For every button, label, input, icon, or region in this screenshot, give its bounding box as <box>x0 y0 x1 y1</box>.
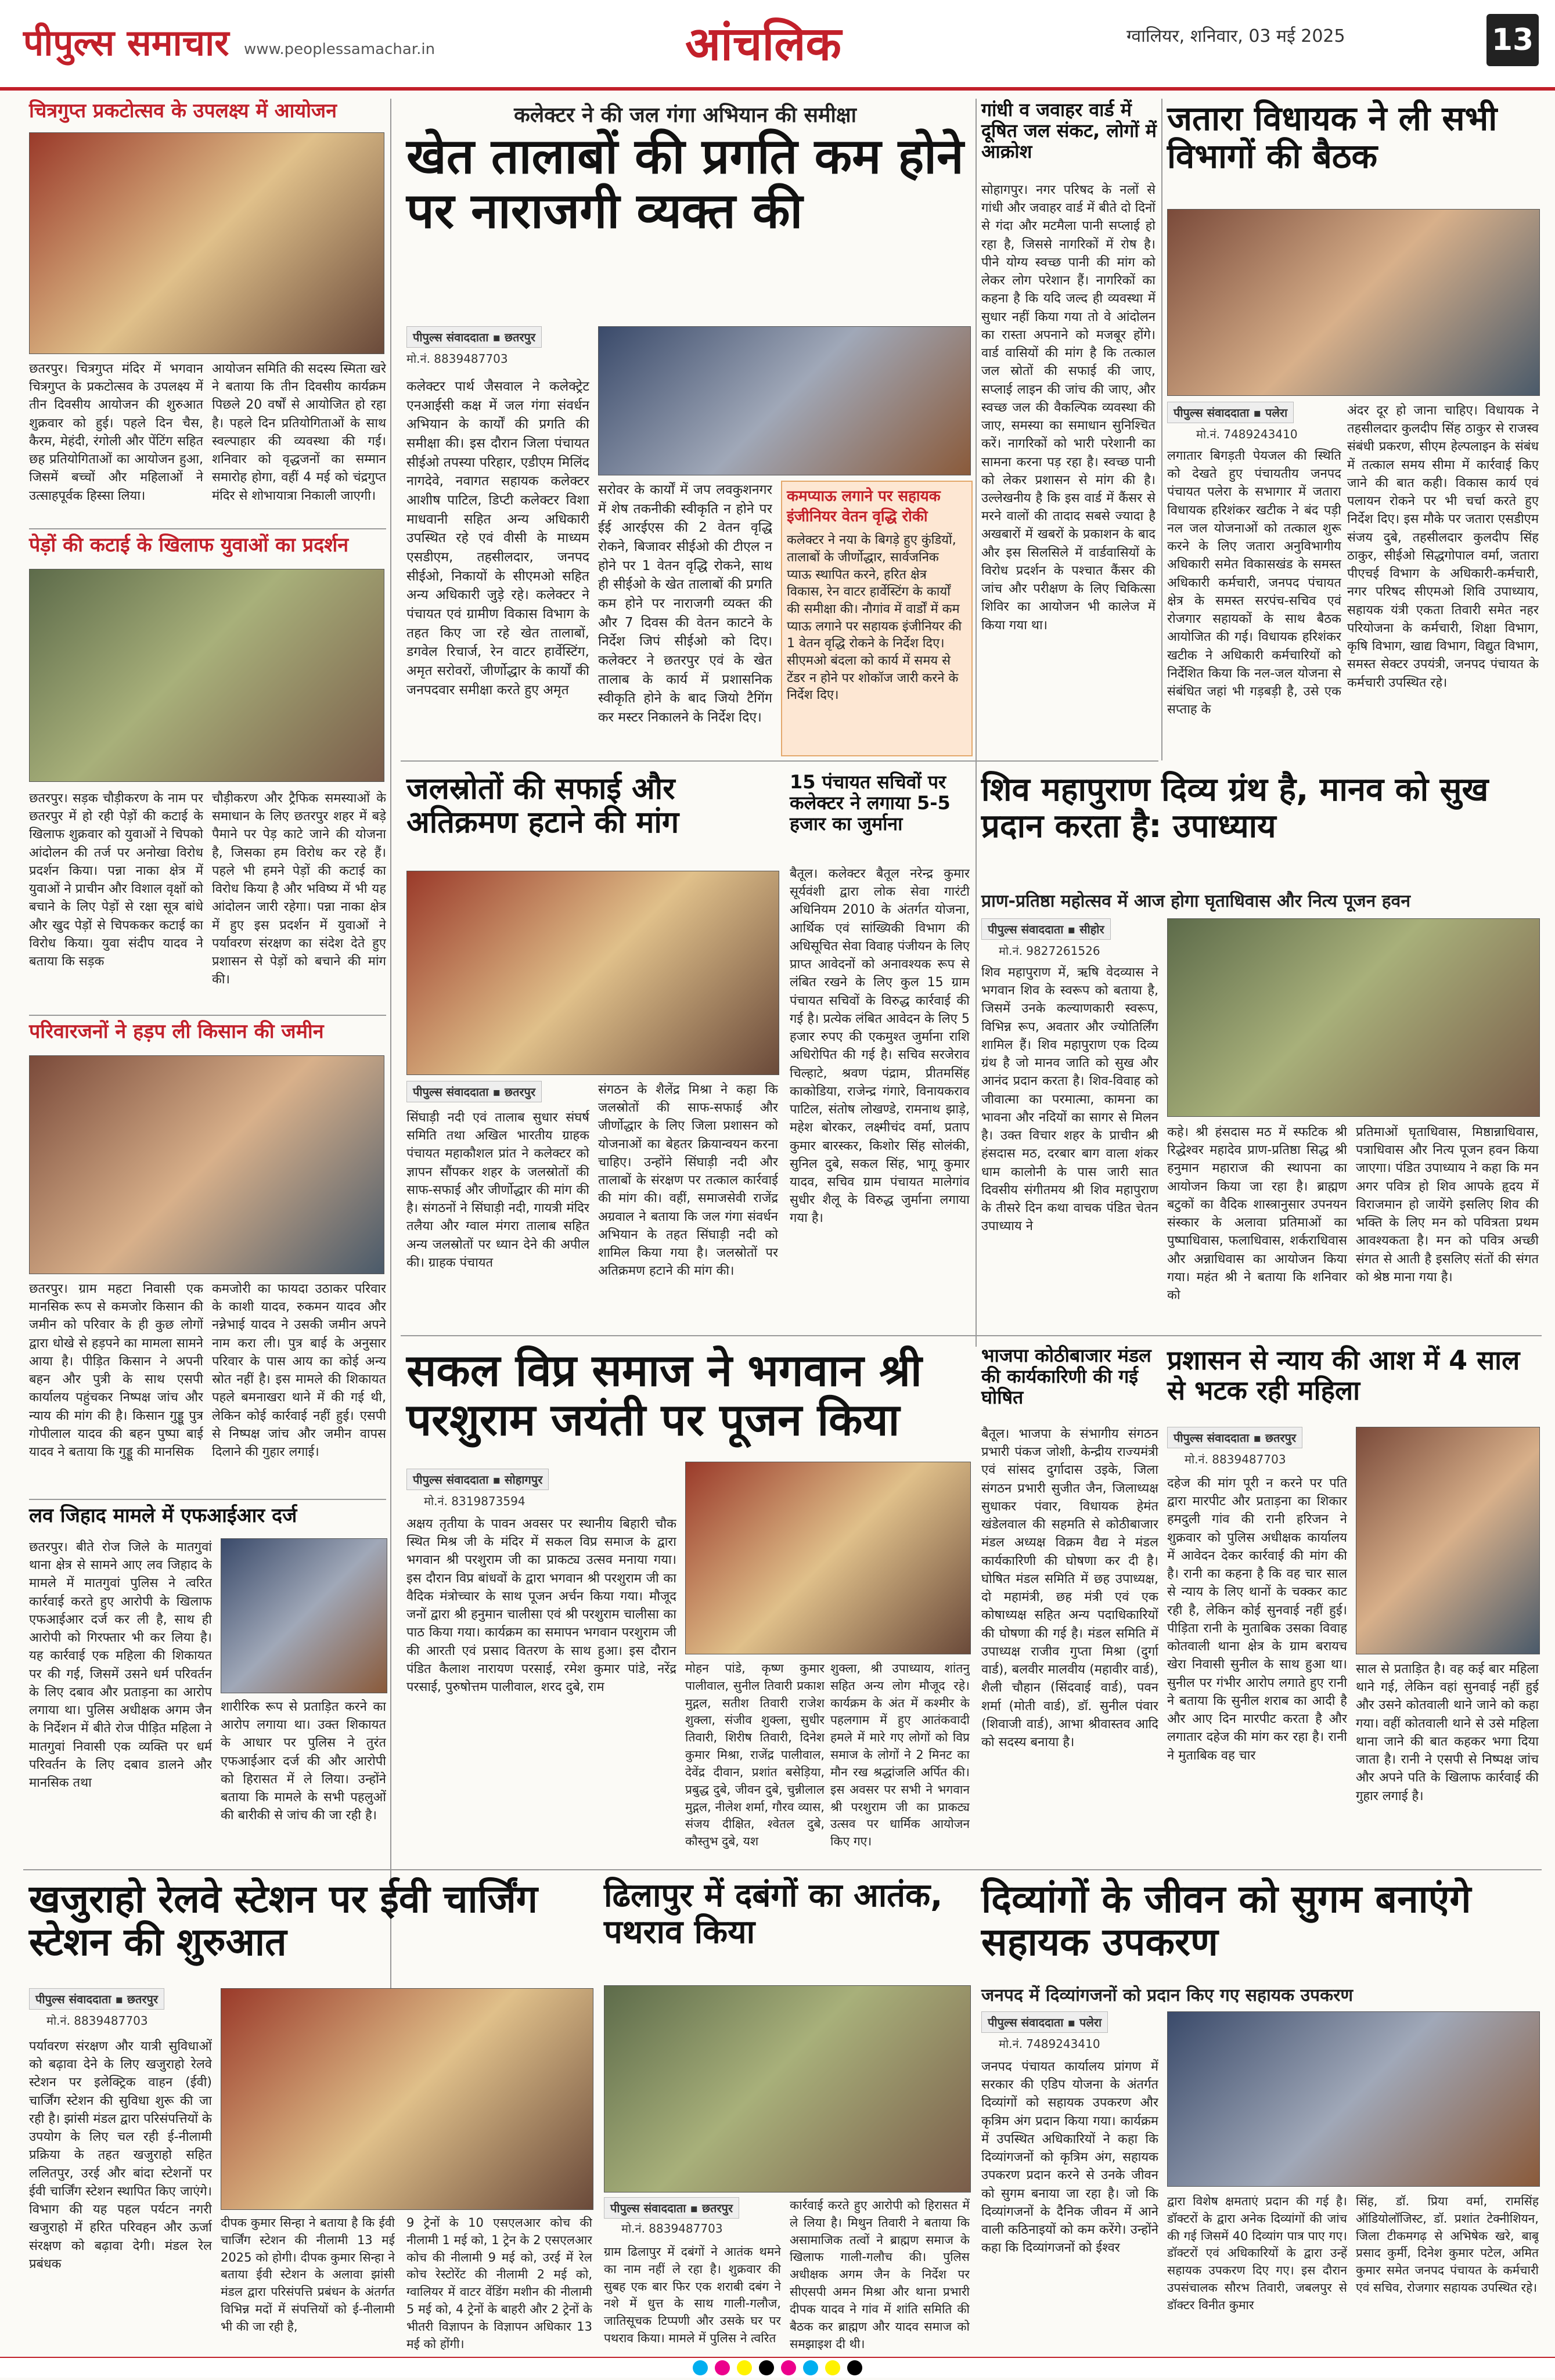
sidebar-text: कलेक्टर ने नया के बिगड़े हुए कुंडियों, तालाबों के जीर्णोद्धार, सार्वजनिक प्याऊ स्थापित करने, हरित क्षेत्र विकास, रेन वाटर हार्वेस्टिंग के कार्यों की समीक्षा की। नौगांव में वार्डों में कम प्याऊ लगाने पर सहायक इंजीनियर की 1 वेतन वृद्धि रोकने के निर्देश दिए। सीएमओ बंदला को कार्य में समय से टेंडर न होने पर शोकॉज जारी करने के निर्देश दिए। <box>787 533 962 703</box>
headline-jalsrot[interactable]: जलस्रोतों की सफाई और अतिक्रमण हटाने की मांग <box>406 771 679 841</box>
byline: पीपुल्स संवाददाता ▪ सोहागपुर <box>406 1469 549 1490</box>
registration-dot <box>737 2360 752 2375</box>
sidebar-box <box>781 481 973 756</box>
color-registration-row <box>0 2358 1555 2380</box>
headline-shiv-mahapuran[interactable]: शिव महापुराण दिव्य ग्रंथ है, मानव को सुख प्रदान करता है: उपाध्याय <box>981 771 1489 845</box>
column-rule <box>1161 99 1162 760</box>
article-rule <box>29 1499 386 1500</box>
article-body: सरोवर के कार्यों में जप लवकुशनगर में शेष तकनीकी स्वीकृति न होने पर ईई आरईएस की 2 वेतन वृद्धि रोकने, बिजावर सीईओ की टीएल न होने पर 1 वेतन वृद्धि रोकने, साथ ही सीईओ के खेत तालाबों की प्रगति कम होने पर नाराजगी व्यक्त की और 7 दिवस की वेतन काटने के निर्देश जिपं सीईओ को दिए। कलेक्टर ने छतरपुर एवं के खेत तालाब के कार्य में प्रशासनिक स्वीकृति होने के बाद जियो टैगिंग कर मस्टर निकालने के निर्देश दिए। <box>598 482 772 725</box>
subhead-shiv: प्राण-प्रतिष्ठा महोत्सव में आज होगा घृताधिवास और नित्य पूजन हवन <box>981 891 1410 911</box>
column-rule <box>976 99 977 1347</box>
article-body: दीपक कुमार सिन्हा ने बताया है कि ईवी चार्जिंग स्टेशन की नीलामी 13 मई 2025 को होगी। दीपक कुमार सिन्हा ने बताया ईवी स्टेशन के अलावा झांसी मंडल द्वारा परिसंपत्ति प्रबंधन के अंतर्गत विभिन्न मदों में संपत्तियों को ई-नीलामी भी की जा रही है, <box>221 2216 395 2334</box>
article-body: कहे। श्री हंसदास मठ में स्फटिक श्री रिद्धेश्वर महादेव प्राण-प्रतिष्ठा सिद्ध श्री हनुमान महाराज की स्थापना का आयोजन किया जा रहा है। ब्राह्मण बटुकों का वैदिक शास्त्रानुसार उपनयन संस्कार के अलावा प्रतिमाओं का पुष्पाधिवास, फलाधिवास, शर्कराधिवास और अन्नाधिवास का आयोजन किया गया। महंत श्री ने बताया कि शनिवार को <box>1167 1125 1347 1303</box>
article-body: ग्राम ढिलापुर में दबंगों ने आतंक थमने का नाम नहीं ले रहा है। शुक्रवार की सुबह एक बार फिर एक शराबी दबंग ने नशे में धुत्त के साथ गाली-गलौज, जातिसूचक टिप्पणी और उसके घर पर पथराव किया। मामले में पुलिस ने त्वरित <box>604 2245 781 2346</box>
article-body: शुक्ला, श्री उपाध्याय, शांतनु सहित अन्य लोग मौजूद रहे। कार्यक्रम के अंत में कश्मीर के पहलगाम में हुए आतंकवादी हमले में मारे गए लोगों को विप्र समाज के लोगों ने 2 मिनट का मौन रख श्रद्धांजलि अर्पित की। इस अवसर पर सभी ने भगवान श्री परशुराम जी का प्राकट्य उत्सव पर धार्मिक आयोजन किए गए। <box>830 1661 970 1849</box>
headline-fir[interactable]: लव जिहाद मामले में एफआईआर दर्ज <box>29 1504 297 1527</box>
article-rule <box>29 1015 386 1016</box>
article-body: प्रतिमाओं घृताधिवास, मिष्ठान्नाधिवास, पत्राधिवास और नित्य पूजन हवन किया जाएगा। पंडित उपाध्याय ने कहा कि मन अगर पवित्र हो शिव आपके हृदय में विराजमान हो जायेंगे इसलिए शिव की भक्ति के लिए मन को पवित्रता प्रथम आवश्यकता है। मन को पवित्र अच्छी संगत से आती है इसलिए संतों की संगत को श्रेष्ठ माना गया है। <box>1356 1125 1539 1285</box>
article-body: द्वारा विशेष क्षमताएं प्रदान की गई है। डॉक्टरों के द्वारा अनेक दिव्यांगों की जांच की गई जिसमें 40 दिव्यांग पात्र पाए गए। डॉक्टरों एवं अधिकारियों के द्वारा उन्हें सहायक उपकरण दिए गए। इस दौरान उपसंचालक सौरभ तिवारी, जबलपुर से डॉक्टर विनीत कुमार <box>1167 2194 1347 2312</box>
subhead-divyang: जनपद में दिव्यांगजनों को प्रदान किए गए सहायक उपकरण <box>981 1985 1354 2006</box>
photo-havan <box>1167 918 1540 1117</box>
sidebar-heading: कमप्याऊ लगाने पर सहायक इंजीनियर वेतन वृद्धि रोकी <box>787 488 941 526</box>
footer-print-marks <box>0 2357 1555 2378</box>
article-body: अक्षय तृतीया के पावन अवसर पर स्थानीय बिहारी चौक स्थित मिश्र जी के मंदिर में सकल विप्र समाज के द्वारा भगवान श्री परशुराम जी का प्राकट्य उत्सव मनाया गया। इस दौरान विप्र बांधवों के द्वारा भगवान श्री परशुराम जी का वैदिक मंत्रोच्चार के साथ पूजन अर्चन किया गया। मौजूद जनों द्वारा श्री हनुमान चालीसा एवं श्री परशुराम चालीसा का पाठ किया गया। कार्यक्रम का समापन भगवान परशुराम जी की आरती एवं प्रसाद वितरण के साथ हुआ। इस दौरान पंडित कैलाश नारायण परसाई, रमेश कुमार पांडे, नरेंद्र परसाई, पुरुषोत्तम पालीवाल, शरद दुबे, राम <box>406 1517 676 1695</box>
photo-police-officer <box>221 1538 387 1693</box>
headline-jatara-meeting[interactable]: जतारा विधायक ने ली सभी विभागों की बैठक <box>1167 99 1498 176</box>
article-body: शारीरिक रूप से प्रताड़ित करने का आरोप लगाया था। उक्त शिकायत के आधार पर पुलिस ने तुरंत एफआईआर दर्ज की और आरोपी को हिरासत में ले लिया। उन्होंने बताया कि मामले के सभी पहलुओं की बारीकी से जांच की जा रही है। <box>221 1700 386 1823</box>
website-url[interactable]: www.peoplessamachar.in <box>244 41 435 58</box>
byline: पीपुल्स संवाददाता ▪ पलेरा <box>1167 402 1294 423</box>
kicker-jalganga: कलेक्टर ने की जल गंगा अभियान की समीक्षा <box>514 103 856 127</box>
registration-dot <box>759 2360 774 2375</box>
article-body: छतरपुर। चित्रगुप्त मंदिर में भगवान चित्रगुप्त के प्रकटोत्सव के उपलक्ष्य में तीन दिवसीय आयोजन की शुरुआत शुक्रवार को हुई। पहले दिन चैस, कैरम, मेहंदी, रंगोली और पेंटिंग सहित छह प्रतियोगिताओं का आयोजन हुआ, जिसमें बच्चों और महिलाओं ने उत्साहपूर्वक हिस्सा लिया। <box>29 362 203 503</box>
byline: पीपुल्स संवाददाता ▪ छतरपुर <box>29 1988 164 2010</box>
article-body: बैतूल। भाजपा के संभागीय संगठन प्रभारी पंकज जोशी, केन्द्रीय राज्यमंत्री एवं सांसद दुर्गादास उइके, जिला संगठन प्रभारी सुजीत जैन, जिलाध्यक्ष सुधाकर पंवार, विधायक हेमंत खंडेलवाल की सहमति से कोठीबाजार मंडल अध्यक्ष विक्रम वैद्य ने मंडल कार्यकारिणी की घोषणा कर दी है। घोषित मंडल समिति में छह उपाध्यक्ष, दो महामंत्री, छह मंत्री एवं एक कोषाध्यक्ष सहित अन्य पदाधिकारियों की घोषणा की गई है। मंडल समिति में उपाध्यक्ष राजीव गुप्ता मिश्रा (दुर्गा वार्ड), बलवीर मालवीय (महावीर वार्ड), शैली चौहान (सिंदवाई वार्ड), पवन शर्मा (मोती वार्ड), डॉ. सुनील पंवार (शिवाजी वार्ड), आभा श्रीवास्तव आदि को सदस्य बनाया है। <box>981 1427 1158 1750</box>
article-body: सोहागपुर। नगर परिषद के नलों से गांधी और जवाहर वार्ड में बीते दो दिनों से गंदा और मटमैला पानी सप्लाई हो रहा है, जिससे नागरिकों में रोष है। पीने योग्य स्वच्छ पानी की मांग को लेकर लोग परेशान हैं। नागरिकों का कहना है कि यदि जल्द ही व्यवस्था में सुधार नहीं किया गया तो वे आंदोलन का रास्ता अपनाने को मजबूर होंगे। वार्ड वासियों की मांग है कि तत्काल जल स्रोतों की सफाई की जाए, सप्लाई लाइन की जांच की जाए, और स्वच्छ जल की वैकल्पिक व्यवस्था की जाए, समस्या का समाधान सुनिश्चित करें। नागरिकों को भारी परेशानी का सामना करना पड़ रहा है। स्वच्छ पानी को लेकर प्रशासन से मांग की है। उल्लेखनीय है कि इस वार्ड में कैंसर से मरने वालों की तादाद सबसे ज्यादा है अखबारों में खबरों के प्रकाशन के बाद और इस सिलसिले में वार्डवासियों के विरोध प्रदर्शन के पश्चात कैंसर की जांच और परीक्षण के लिए चिकित्सा शिविर का आयोजन भी कालेज में किया गया था। <box>981 183 1156 633</box>
byline: पीपुल्स संवाददाता ▪ छतरपुर <box>406 326 542 348</box>
article-body: दहेज की मांग पूरी न करने पर पति द्वारा मारपीट और प्रताड़ना का शिकार हमदुली गांव की रानी हरिजन ने शुक्रवार को पुलिस अधीक्षक कार्यालय में आवेदन देकर कार्रवाई की मांग की है। रानी का कहना है कि वह चार साल से न्याय के लिए थानों के चक्कर काट रही है, लेकिन कोई सुनवाई नहीं हुई। पीड़िता रानी के मुताबिक उसका विवाह कोतवाली थाना क्षेत्र के ग्राम बरायच खेरा निवासी सुनील के साथ हुआ था। सुनील पर गंभीर आरोप लगाते हुए रानी ने बताया कि सुनील शराब का आदी है और आए दिन मारपीट करता है और लगातार दहेज की मांग कर रहा है। रानी ने मुताबिक वह चार <box>1167 1476 1347 1763</box>
registration-dot <box>825 2360 840 2375</box>
photo-dhilapur-victims <box>604 1985 971 2193</box>
photo-carrom-competition <box>29 132 384 354</box>
article-rule <box>401 1335 1542 1336</box>
article-body: बैतूल। कलेक्टर बैतूल नरेन्द्र कुमार सूर्यवंशी द्वारा लोक सेवा गारंटी अधिनियम 2010 के अंतर्गत योजना, आर्थिक एवं सांख्यिकी विभाग की अधिसूचित सेवा विवाह पंजीयन के लिए प्राप्त आवेदनों को अनावश्यक रूप से लंबित रखने के लिए कुल 15 ग्राम पंचायत सचिवों के विरुद्ध कार्रवाई की गई है। प्रत्येक लंबित आवेदन के लिए 5 हजार रुपए की एकमुश्त जुर्माना राशि अधिरोपित की गई है। सचिव सरजेराव चिल्हाटे, श्रवण पंद्राम, प्रीतमसिंह काकोडिया, राजेन्द्र गंगारे, विनायकराव पाटिल, संतोष लोखण्डे, रामनाथ झाड़े, महेश बोरकर, लक्ष्मीचंद वर्मा, प्रताप कुमार बारस्कर, किशोर सिंह सोलंकी, सुनिल दुबे, सकल सिंह, भागू कुमार यादव, सचिव ग्राम पंचायत मालेगांव सुधीर शैलू के विरुद्ध जुर्माना लगाया गया है। <box>790 867 970 1226</box>
article-body: कलेक्टर पार्थ जैसवाल ने कलेक्ट्रेट एनआईसी कक्ष में जल गंगा संवर्धन अभियान के कार्यों की प्रगति की समीक्षा की। इस दौरान जिला पंचायत सीईओ तपस्या परिहार, एडीएम मिलिंद नागदेवे, नवागत सहायक कलेक्टर आशीष पाटिल, डिप्टी कलेक्टर विशा माधवानी सहित अन्य अधिकारी उपस्थित रहे एवं वीसी के माध्यम एसडीएम, तहसीलदार, जनपद सीईओ, निकायों के सीएमओ सहित अन्य अधिकारी जुड़े रहे। कलेक्टर ने पंचायत एवं ग्रामीण विकास विभाग के तहत किए जा रहे खेत तालाबों, डगवेल रिचार्ज, रेन वाटर हार्वेस्टिंग, अमृत सरोवरों, जीर्णोद्धार के कार्यों की जनपदवार समीक्षा करते हुए अमृत <box>406 379 589 698</box>
article-rule <box>23 1869 1542 1870</box>
reporter-mobile: मो.नं. 9827261526 <box>999 944 1100 958</box>
page-number: 13 <box>1486 14 1539 66</box>
article-body: छतरपुर। सड़क चौड़ीकरण के नाम पर छतरपुर में हो रही पेड़ों की कटाई के खिलाफ शुक्रवार को युवाओं ने चिपको आंदोलन की तर्ज पर अनोखा विरोध प्रदर्शन किया। पन्ना नाका क्षेत्र में युवाओं ने प्राचीन और विशाल वृक्षों को बचाने के लिए पेड़ों से रक्षा सूत्र बांधे और खुद पेड़ों से चिपककर कटाई का विरोध किया। युवा संदीप यादव ने बताया कि सड़क <box>29 791 203 969</box>
section-title: आंचलिक <box>685 17 841 71</box>
article-body: लगातार बिगड़ती पेयजल की स्थिति को देखते हुए पंचायतीय जनपद पंचायत पलेरा के सभागार में जतारा विधायक हरिशंकर खटीक ने बंद पड़ी नल जल योजनाओं को तत्काल शुरू करने के लिए जतारा अनुविभागीय अधिकारी समेत विकासखंड के समस्त अधिकारी कर्मचारी, जनपद पंचायत क्षेत्र के समस्त सरपंच-सचिव एवं रोजगार सहायकों के साथ बैठक आयोजित की गई। विधायक हरिशंकर खटीक ने अधिकारी कर्मचारियों को निर्देशित किया कि नल-जल योजना से संबंधित जहां भी गड़बड़ी है, उसे एक सप्ताह के <box>1167 449 1341 717</box>
registration-dot <box>781 2360 796 2375</box>
article-rule <box>29 528 386 529</box>
article-body: जनपद पंचायत कार्यालय प्रांगण में सरकार की एडिप योजना के अंतर्गत दिव्यांगों को सहायक उपकरण और कृत्रिम अंग प्रदान किया गया। कार्यक्रम में उपस्थित अधिकारियों ने कहा कि दिव्यांगजनों को कृत्रिम अंग, सहायक उपकरण प्रदान करने से उनके जीवन को सुगम बनाया जा रहा है। जो कि दिव्यांगजनों के दैनिक जीवन में आने वाली कठिनाइयों को कम करेंगे। उन्होंने कहा कि दिव्यांगजनों को ईश्वर <box>981 2060 1158 2256</box>
dateline: ग्वालियर, शनिवार, 03 मई 2025 <box>1126 26 1345 46</box>
headline-ev-charging[interactable]: खजुराहो रेलवे स्टेशन पर ईवी चार्जिंग स्टेशन की शुरुआत <box>29 1877 538 1964</box>
headline-panchayat-fine[interactable]: 15 पंचायत सचिवों पर कलेक्टर ने लगाया 5-5 हजार का जुर्माना <box>790 771 951 835</box>
article-body: आयोजन समिति की सदस्य स्मिता खरे ने बताया कि तीन दिवसीय कार्यक्रम पिछले 20 वर्षों से आयोजित हो रहा है। पहले दिन प्रतियोगिताओं के साथ स्वल्पाहार की व्यवस्था की गई। शनिवार को वृद्धजनों का सम्मान समारोह होगा, वहीं 4 मई को चंद्रगुप्त मंदिर से शोभायात्रा निकाली जाएगी। <box>212 362 386 503</box>
article-body: सिंह, डॉ. प्रिया वर्मा, रामसिंह ऑडियोलॉजिस्ट, डॉ. प्रशांत टेक्नीशियन, जिला टीकमगढ़ से अभिषेक खरे, बाबू प्रसाद कुर्मी, दिनेश कुमार पटेल, अमित कुमार समेत जनपद पंचायत के कर्मचारी एवं सचिव, रोजगार सहायक उपस्थित रहे। <box>1356 2194 1539 2295</box>
registration-dot <box>803 2360 818 2375</box>
article-body: मोहन पांडे, कृष्ण कुमार पालीवाल, सुनील तिवारी प्रकाश मुद्गल, सतीश तिवारी राजेश शुक्ला, संजीव शुक्ला, सुधीर तिवारी, शिरीष तिवारी, दिनेश कुमार मिश्रा, राजेंद्र पालीवाल, देवेंद्र दीवान, प्रशांत बसेड़िया, प्रबुद्ध दुबे, जीवन दुबे, चुन्नीलाल मुद्गल, नीलेश शर्मा, गौरव व्यास, संजय दीक्षित, श्वेतल दुबे, कौस्तुभ दुबे, यश <box>685 1661 825 1849</box>
reporter-mobile: मो.नं. 8839487703 <box>46 2014 148 2028</box>
article-body: साल से प्रताड़ित है। वह कई बार महिला थाने गई, लेकिन वहां सुनवाई नहीं हुई और उसने कोतवाली थाने जाने को कहा गया। वहीं कोतवाली थाने से उसे महिला थाना जाने की बात कहकर भगा दिया जाता है। रानी ने एसपी से निष्पक्ष जांच और अपने पति के खिलाफ कार्रवाई की गुहार लगाई है। <box>1356 1662 1539 1804</box>
registration-dot <box>715 2360 730 2375</box>
headline-parshuram-jayanti[interactable]: सकल विप्र समाज ने भगवान श्री परशुराम जयंती पर पूजन किया <box>406 1344 922 1446</box>
photo-tree-protest <box>29 569 384 782</box>
headline-khet-talab[interactable]: खेत तालाबों की प्रगति कम होने पर नाराजगी व्यक्त की <box>406 128 964 240</box>
byline: पीपुल्स संवाददाता ▪ पलेरा <box>981 2011 1108 2033</box>
photo-collector-meeting <box>598 326 971 475</box>
article-body: अंदर दूर हो जाना चाहिए। विधायक ने तहसीलदार कुलदीप सिंह ठाकुर से राजस्व संबंधी प्रकरण, सीएम हेल्पलाइन के संबंध में तत्काल समय सीमा में कार्रवाई किए जाने की बात कही। विकास कार्य एवं पलायन रोकने पर भी चर्चा करते हुए निर्देश दिए। इस मौके पर जतारा एसडीएम संजय दुबे, तहसीलदार कुलदीप सिंह ठाकुर, सीईओ सिद्धगोपाल वर्मा, जतारा पीएचई विभाग के अधिकारी-कर्मचारी, नगर परिषद सीएमओ शिवि उपाध्याय, सहायक यंत्री एकता तिवारी समेत नहर परियोजना के कर्मचारी, शिक्षा विभाग, कृषि विभाग, खाद्य विभाग, विद्युत विभाग, समस्त सेक्टर उपयंत्री, जनपद पंचायत के कर्मचारी उपस्थित रहे। <box>1347 403 1539 690</box>
photo-kisan-family <box>29 1055 384 1274</box>
article-body: शिव महापुराण में, ऋषि वेदव्यास ने भगवान शिव के स्वरूप को बताया है, जिसमें उनके कल्याणकारी स्वरूप, विभिन्न रूप, अवतार और ज्योतिर्लिंग शामिल हैं। शिव महापुराण एक दिव्य ग्रंथ है जो मानव जाति को सुख और आनंद प्रदान करता है। शिव-विवाह को जीवात्मा का परमात्मा, कामना का भावना और नदियों का सागर से मिलन है। उक्त विचार शहर के प्राचीन श्री हंसदास मठ, दरबार बाग वाला शंकर धाम कालोनी के पास जारी सात दिवसीय संगीतमय श्री शिव महापुराण के तीसरे दिन कथा वाचक पंडित चेतन उपाध्याय ने <box>981 965 1158 1234</box>
headline-chitragupt[interactable]: चित्रगुप्त प्रकटोत्सव के उपलक्ष्य में आयोजन <box>29 99 337 122</box>
photo-memorandum <box>406 871 779 1075</box>
headline-nyay-mahila[interactable]: प्रशासन से न्याय की आश में 4 साल से भटक रही महिला <box>1167 1344 1520 1406</box>
article-body: कार्रवाई करते हुए आरोपी को हिरासत में ले लिया है। मिथुन तिवारी ने बताया कि असामाजिक तत्वों ने ब्राह्मण समाज के खिलाफ गाली-गलौच की। पुलिस अधीक्षक अगम जैन के निर्देश पर सीएसपी अमन मिश्रा और थाना प्रभारी दीपक यादव ने गांव में शांति समिति की बैठक कर ब्राह्मण और यादव समाज को समझाइश दी थी। <box>790 2198 970 2351</box>
reporter-mobile: मो.नं. 7489243410 <box>1196 427 1298 441</box>
photo-khajuraho-station <box>221 1988 593 2210</box>
headline-dhilapur[interactable]: ढिलापुर में दबंगों का आतंक, पथराव किया <box>604 1877 943 1951</box>
byline: पीपुल्स संवाददाता ▪ छतरपुर <box>406 1081 542 1102</box>
reporter-mobile: मो.नं. 8839487703 <box>1185 1452 1286 1466</box>
article-body: कमजोरी का फायदा उठाकर परिवार के काशी यादव, रुकमन यादव और नन्नेभाई यादव ने उसकी जमीन अपने नाम करा ली। पुत्र बाई के अनुसार परिवार के पास आय का कोई अन्य स्रोत नहीं है। इस मामले की शिकायत पहले बमनाखरा थाने में की गई थी, लेकिन कोई कार्रवाई नहीं हुई। एसपी से निष्पक्ष जांच और जमीन वापस दिलाने की गुहार लगाई। <box>212 1282 386 1460</box>
newspaper-brand[interactable]: पीपुल्स समाचार <box>23 21 229 64</box>
article-body: संगठन के शैलेंद्र मिश्रा ने कहा कि जलस्रोतों की साफ-सफाई और जीर्णोद्धार के लिए जिला प्रशासन को योजनाओं का बेहतर क्रियान्वयन करना चाहिए। उन्होंने सिंघाड़ी नदी और तालाबों के संरक्षण पर तत्काल कार्रवाई की मांग की। वहीं, समाजसेवी राजेंद्र अग्रवाल ने बताया कि जल गंगा संवर्धन अभियान के तहत सिंघाड़ी नदी को शामिल किया गया है। जलस्रोतों पर अतिक्रमण हटाने की मांग की। <box>598 1083 778 1279</box>
column-rule <box>390 99 391 2032</box>
reporter-mobile: मो.नं. 8839487703 <box>621 2222 723 2235</box>
article-body: सिंघाड़ी नदी एवं तालाब सुधार संघर्ष समिति तथा अखिल भारतीय ग्राहक पंचायत महाकौशल प्रांत ने कलेक्टर को ज्ञापन सौंपकर शहर के जलस्रोतों की साफ-सफाई और जीर्णोद्धार की मांग की है। संगठनों ने सिंघाड़ी नदी, गायत्री मंदिर तलैया और ग्वाल मंगरा तालाब सहित अन्य जलस्रोतों पर ध्यान देने की अपील की। ग्राहक पंचायत <box>406 1110 589 1270</box>
byline: पीपुल्स संवाददाता ▪ छतरपुर <box>1167 1427 1302 1448</box>
article-rule <box>401 760 1158 762</box>
article-body: छतरपुर। ग्राम महटा निवासी एक मानसिक रूप से कमजोर किसान की जमीन को परिवार के ही कुछ लोगों द्वारा धोखे से हड़पने का मामला सामने आया है। पीड़ित किसान ने अपनी बहन और पुत्री के साथ एसपी कार्यालय पहुंचकर निष्पक्ष जांच और न्याय की मांग की है। किसान गुड्डू पुत्र गोपीलाल यादव की बहन पुष्पा बाई यादव ने बताया कि गुड्डू की मानसिक <box>29 1282 203 1460</box>
byline: पीपुल्स संवाददाता ▪ सीहोर <box>981 918 1111 940</box>
headline-bjp-mandal[interactable]: भाजपा कोठीबाजार मंडल की कार्यकारिणी की गई घोषित <box>981 1344 1151 1408</box>
article-body: चौड़ीकरण और ट्रैफिक समस्याओं के समाधान के लिए छतरपुर शहर में बड़े पैमाने पर पेड़ काटे जाने की योजना है, जिसका हम विरोध कर रहे हैं। पहले भी हमने पेड़ों की कटाई का विरोध किया है और भविष्य में भी यह आंदोलन जारी रहेगा। पन्ना नाका क्षेत्र में हुए इस प्रदर्शन में युवाओं ने पर्यावरण संरक्षण का संदेश देते हुए प्रशासन से पेड़ों को बचाने की मांग की। <box>212 791 386 987</box>
headline-divyang-upkaran[interactable]: दिव्यांगों के जीवन को सुगम बनाएंगे सहायक उपकरण <box>981 1877 1471 1964</box>
photo-parshuram-puja <box>685 1462 971 1654</box>
reporter-mobile: मो.नं. 8839487703 <box>406 352 508 366</box>
reporter-mobile: मो.नं. 8319873594 <box>424 1494 525 1508</box>
article-body: छतरपुर। बीते रोज जिले के मातगुवां थाना क्षेत्र से सामने आए लव जिहाद के मामले में मातगुवां पुलिस ने त्वरित कार्रवाई करते हुए आरोपी के खिलाफ एफआईआर दर्ज कर ली है, साथ ही आरोपी को गिरफ्तार भी कर लिया है। यह कार्रवाई एक महिला की शिकायत पर की गई, जिसमें उसने धर्म परिवर्तन के लिए दबाव और प्रताड़ना का आरोप लगाया था। पुलिस अधीक्षक अगम जैन के निर्देशन में बीते रोज पीड़ित महिला ने मातगुवां निवासी एक व्यक्ति पर धर्म परिवर्तन के लिए दबाव डालने और मानसिक तथा <box>29 1540 212 1791</box>
headline-dushit-jal[interactable]: गांधी व जवाहर वार्ड में दूषित जल संकट, लोगों में आक्रोश <box>981 99 1157 163</box>
photo-jatara-meeting <box>1167 209 1540 396</box>
article-body: पर्यावरण संरक्षण और यात्री सुविधाओं को बढ़ावा देने के लिए खजुराहो रेलवे स्टेशन पर इलेक्ट्रिक वाहन (ईवी) चार्जिंग स्टेशन की सुविधा शुरू की जा रही है। झांसी मंडल द्वारा परिसंपत्तियों के उपयोग के लिए चल रही ई-नीलामी प्रक्रिया के तहत खजुराहो सहित ललितपुर, उरई और बांदा स्टेशनों पर ईवी चार्जिंग स्टेशन स्थापित किए जाएंगे। विभाग की यह पहल पर्यटन नगरी खजुराहो में हरित परिवहन और ऊर्जा संरक्षण को बढ़ावा देगी। मंडल रेल प्रबंधक <box>29 2039 212 2271</box>
photo-woman-application <box>1356 1427 1540 1654</box>
headline-kisan-land[interactable]: परिवारजनों ने हड़प ली किसान की जमीन <box>29 1020 324 1043</box>
headline-tree-protest[interactable]: पेड़ों की कटाई के खिलाफ युवाओं का प्रदर्शन <box>29 533 349 557</box>
byline: पीपुल्स संवाददाता ▪ छतरपुर <box>604 2197 739 2219</box>
registration-dot <box>847 2360 862 2375</box>
registration-dot <box>693 2360 708 2375</box>
photo-divyang-camp <box>1167 2011 1540 2187</box>
reporter-mobile: मो.नं. 7489243410 <box>999 2037 1100 2051</box>
article-body: 9 ट्रेनों के 10 एसएलआर कोच की नीलामी 1 मई को, 1 ट्रेन के 2 एसएलआर कोच की नीलामी 9 मई को, उरई में रेल कोच रेस्टोरेंट की नीलामी 2 मई को, ग्वालियर में वाटर वेंडिंग मशीन की नीलामी 5 मई को, 4 ट्रेनों के बाहरी और 2 ट्रेनों के भीतरी विज्ञापन के विज्ञापन अधिकार 13 मई को होंगी। <box>406 2216 592 2351</box>
